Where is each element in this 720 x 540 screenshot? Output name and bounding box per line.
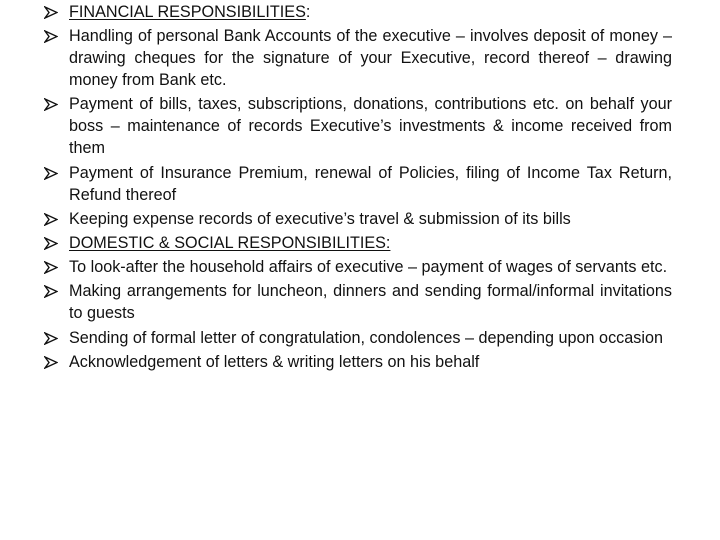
bullet-text: Acknowledgement of letters & writing letters on his behalf bbox=[69, 352, 480, 371]
bullet-item bbox=[44, 280, 672, 324]
financial-heading: FINANCIAL RESPONSIBILITIES bbox=[69, 3, 306, 21]
arrow-bullet-icon bbox=[44, 162, 62, 184]
bullet-item bbox=[44, 25, 672, 91]
arrow-bullet-icon bbox=[44, 327, 62, 349]
bullet-item-domestic-heading bbox=[44, 232, 672, 254]
arrow-bullet-icon bbox=[44, 1, 62, 23]
arrow-bullet-icon bbox=[44, 232, 62, 254]
arrow-bullet-icon bbox=[44, 93, 62, 115]
bullet-list bbox=[44, 1, 672, 375]
heading-colon: : bbox=[305, 3, 311, 21]
bullet-text: Payment of Insurance Premium, renewal of Policies, filing of Income Tax Return, Refund thereof bbox=[69, 163, 672, 204]
arrow-bullet-icon bbox=[44, 25, 62, 47]
bullet-text: To look-after the household affairs of executive – payment of wages of servants etc. bbox=[69, 258, 668, 277]
arrow-bullet-icon bbox=[44, 208, 62, 230]
bullet-item bbox=[44, 162, 672, 206]
bullet-item bbox=[44, 256, 672, 278]
bullet-text: Sending of formal letter of congratulation, condolences – depending upon occasion bbox=[69, 328, 663, 347]
domestic-heading: DOMESTIC & SOCIAL RESPONSIBILITIES: bbox=[69, 233, 391, 252]
arrow-bullet-icon bbox=[44, 351, 62, 373]
arrow-bullet-icon bbox=[44, 280, 62, 302]
bullet-item-financial-heading bbox=[44, 1, 672, 23]
bullet-item bbox=[44, 327, 672, 349]
bullet-text: Keeping expense records of executive’s travel & submission of its bills bbox=[69, 209, 571, 228]
bullet-text: Handling of personal Bank Accounts of the executive – involves deposit of money – drawing cheques for the signature of your Executive, record thereof – drawing money from Bank etc. bbox=[69, 27, 672, 90]
bullet-item bbox=[44, 208, 672, 230]
bullet-item bbox=[44, 93, 672, 159]
arrow-bullet-icon bbox=[44, 256, 62, 278]
bullet-item bbox=[44, 351, 672, 373]
bullet-text: Payment of bills, taxes, subscriptions, donations, contributions etc. on behalf your boss – maintenance of records Executive’s investments & income received from them bbox=[69, 95, 672, 158]
bullet-text: Making arrangements for luncheon, dinners and sending formal/informal invitations to guests bbox=[69, 282, 672, 323]
